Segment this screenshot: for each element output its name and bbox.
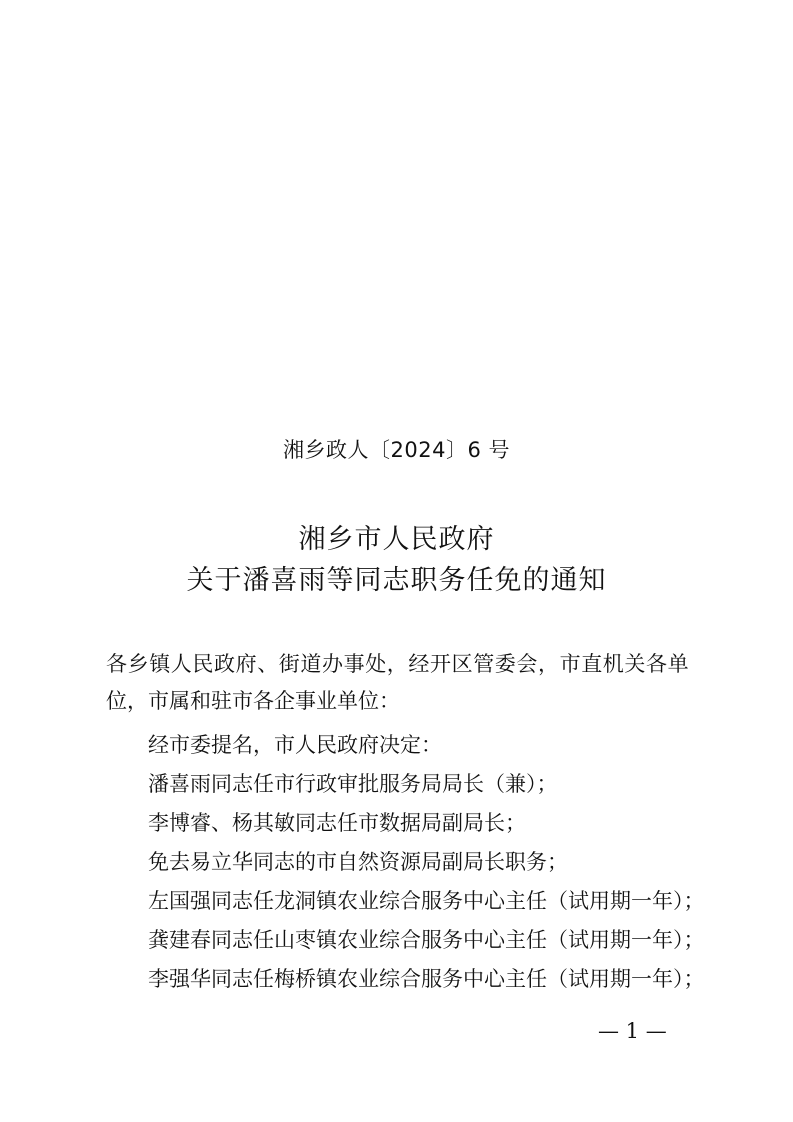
document-title-line-2: 关于潘喜雨等同志职务任免的通知 (186, 565, 607, 596)
page-number: — 1 — (598, 1019, 667, 1043)
document-title-line-1: 湘乡市人民政府 (298, 524, 495, 555)
paragraph-appointment: 龚建春同志任山枣镇农业综合服务中心主任（试用期一年）； (148, 928, 705, 952)
paragraph-removal: 免去易立华同志的市自然资源局副局长职务； (148, 850, 568, 874)
paragraph-appointment: 左国强同志任龙洞镇农业综合服务中心主任（试用期一年）； (148, 889, 705, 913)
salutation-line-1: 各乡镇人民政府、街道办事处，经开区管委会，市直机关各单 (106, 652, 690, 676)
document-number: 湘乡政人〔2024〕6 号 (283, 438, 510, 462)
salutation-line-2: 位，市属和驻市各企事业单位： (106, 689, 400, 713)
paragraph-appointment: 李强华同志任梅桥镇农业综合服务中心主任（试用期一年）； (148, 967, 705, 991)
paragraph-appointment: 李博睿、杨其敏同志任市数据局副局长； (148, 811, 526, 835)
paragraph-decision-intro: 经市委提名，市人民政府决定： (148, 733, 442, 757)
paragraph-appointment: 潘喜雨同志任市行政审批服务局局长（兼）； (148, 772, 558, 796)
